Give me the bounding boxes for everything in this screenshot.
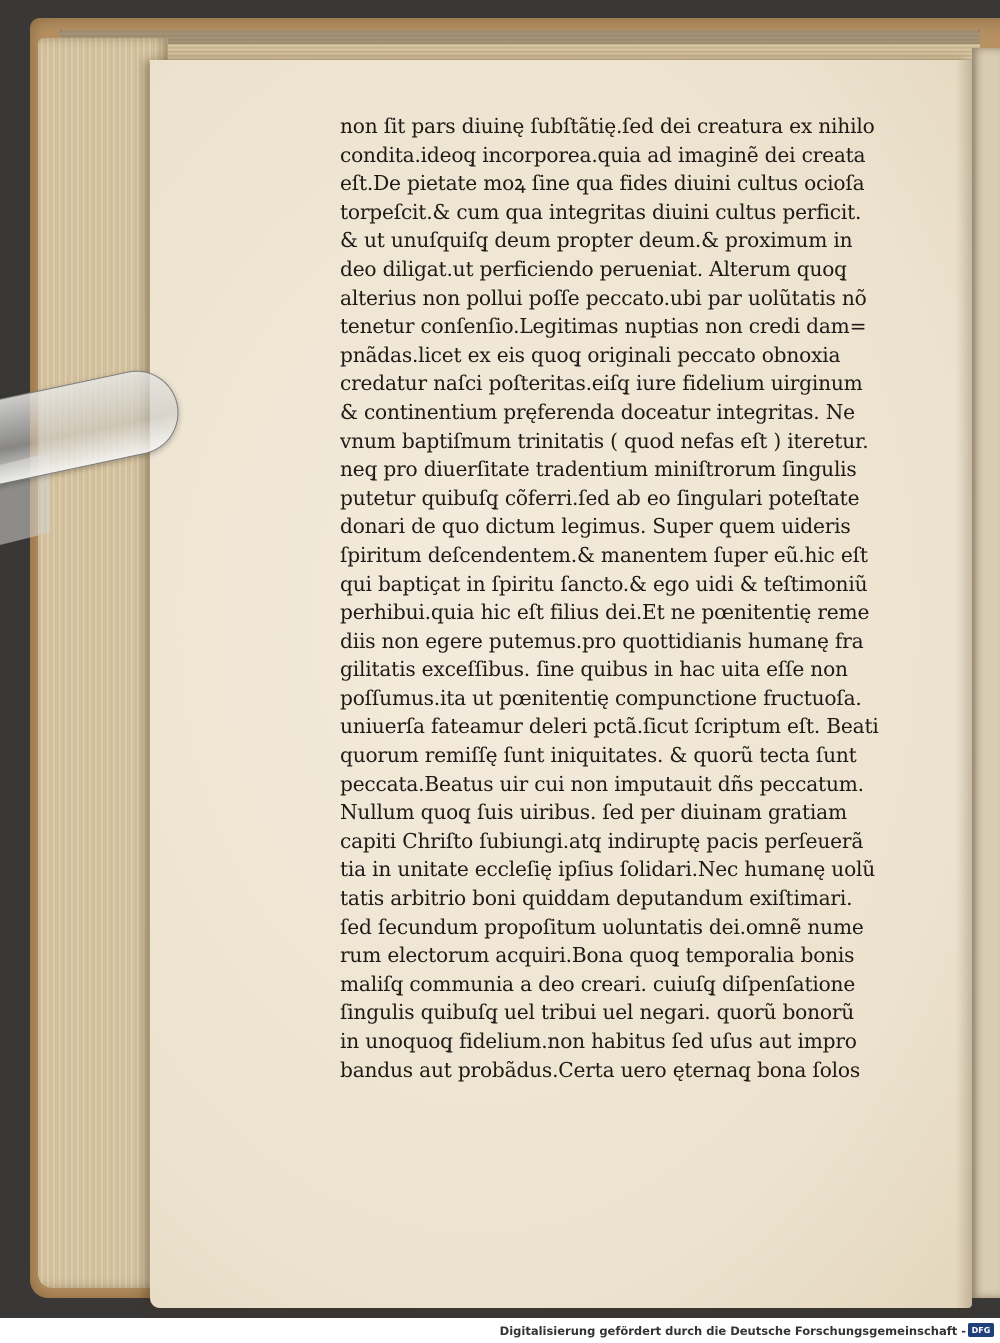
text-line: diis non egere putemus.pro quottidianis humanę fra <box>340 628 864 653</box>
text-line: alterius non pollui poſſe peccato.ubi par uolũtatis nõ <box>340 285 867 310</box>
text-line: condita.ideoq̧ incorporea.quia ad imaginẽ dei creata <box>340 142 866 167</box>
text-line: donari de quo dictum legimus. Super quem uideris <box>340 514 851 539</box>
text-line: bandus aut probãdus.Certa uero ęternaq̧ bona ſolos <box>340 1057 860 1082</box>
text-line: poſſumus.ita ut pœnitentię compunctione fructuoſa. <box>340 685 862 710</box>
text-line: neq̧ pro diuerſitate tradentium miniſtrorum ſingulis <box>340 457 857 482</box>
text-line: non ſit pars diuinę ſubſtãtię.ſed dei creatura ex nihilo <box>340 114 875 138</box>
text-line: in unoquoq̧ fidelium.non habitus ſed uſus aut impro <box>340 1029 857 1053</box>
text-line: tia in unitate eccleſię ipſius ſolidari.Nec humanę uolũ <box>340 857 876 882</box>
digitization-credit: Digitalisierung gefördert durch die Deutsche Forschungsgemeinschaft - <box>499 1324 966 1338</box>
text-line: uniuerſa fateamur deleri pctã.ſicut ſcriptum eſt. Beati <box>340 714 879 739</box>
dfg-logo-icon: DFG <box>968 1323 994 1337</box>
text-line: peccata.Beatus uir cui non imputauit dñs peccatum. <box>340 771 864 796</box>
text-line: gilitatis exceſſibus. ſine quibus in hac uita eſſe non <box>340 657 848 682</box>
text-line: ſpiritum deſcendentem.& manentem ſuper eũ.hic eſt <box>340 542 868 567</box>
text-line: perhibui.quia hic eſt filius dei.Et ne pœnitentię reme <box>340 600 870 625</box>
text-line: ſed ſecundum propoſitum uoluntatis dei.omnẽ nume <box>340 914 864 939</box>
text-line: & continentium pręferenda doceatur integritas. Ne <box>340 399 855 424</box>
text-line: Nullum quoq̧ ſuis uiribus. ſed per diuinam gratiam <box>340 800 847 825</box>
text-line: tenetur conſenſio.Legitimas nuptias non credi dam= <box>340 314 867 339</box>
footer-bar <box>0 1318 1000 1343</box>
text-line: maliſq̧ communia a deo creari. cuiuſq̧ diſpenſatione <box>340 971 856 996</box>
text-line: capiti Chriſto ſubiungi.atq̧ indiruptę pacis perſeuerã <box>340 828 864 853</box>
text-line: vnum baptiſmum trinitatis ( quod nefas eſt ) iteretur. <box>340 428 869 453</box>
text-line: torpeſcit.& cum qua integritas diuini cultus perficit. <box>340 199 862 224</box>
text-line: & ut unuſquiſq̧ deum propter deum.& proximum in <box>340 228 853 253</box>
page-text <box>340 112 930 1084</box>
text-line: tatis arbitrio boni quiddam deputandum exiſtimari. <box>340 886 853 911</box>
text-line: quorum remiſſę ſunt iniquitates. & quorũ tecta ſunt <box>340 743 857 768</box>
text-line: pnãdas.licet ex eis quoq̧ originali peccato obnoxia <box>340 342 841 367</box>
text-line: putetur quibuſq̧ cõferri.ſed ab eo ſingulari poteſtate <box>340 485 860 510</box>
text-line: qui baptiçat in ſpiritu ſancto.& ego uidi & teſtimoniũ <box>340 571 868 596</box>
page-edges-left <box>38 38 168 1288</box>
text-line: deo diligat.ut perficiendo perueniat. Alterum quoq̧ <box>340 256 847 281</box>
facing-page <box>972 48 1000 1298</box>
text-line: ſingulis quibuſq̧ uel tribui uel negari. quorũ bonorũ <box>340 1000 855 1025</box>
text-line: rum electorum acquiri.Bona quoq̧ temporalia bonis <box>340 943 855 968</box>
text-line: eſt.De pietate moꝝ ſine qua fides diuini cultus ocioſa <box>340 171 865 196</box>
text-line: credatur naſci poſteritas.eiſq̧ iure fidelium uirginum <box>340 371 863 396</box>
